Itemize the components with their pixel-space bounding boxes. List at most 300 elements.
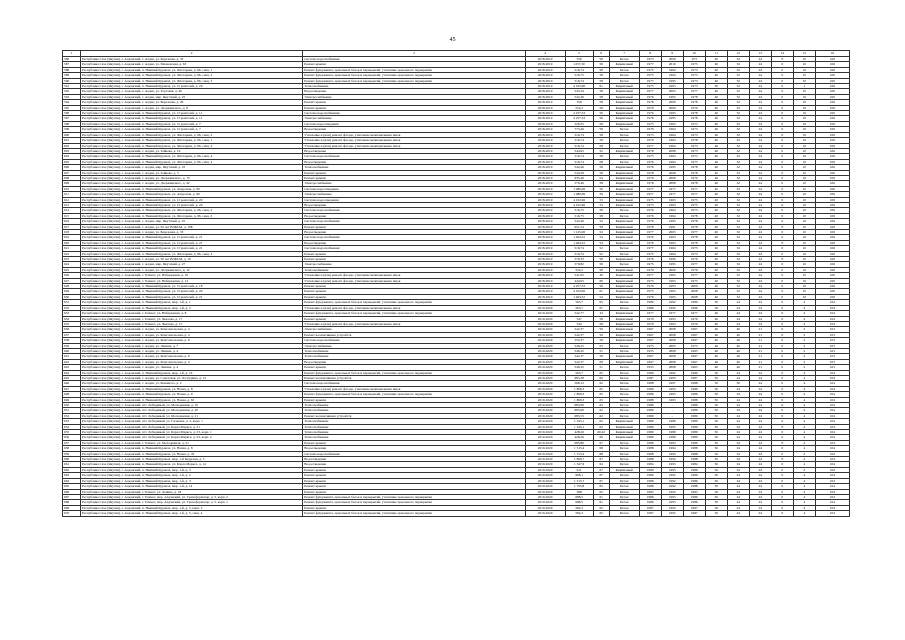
period-cell: 2018-2019 bbox=[525, 94, 565, 99]
area-cell: 543,34 bbox=[565, 89, 593, 94]
col-6-cell: 58 bbox=[593, 316, 609, 321]
area-cell: 1 345,1 bbox=[565, 424, 593, 429]
col-12-cell: 24 bbox=[727, 316, 749, 321]
year-commissioned-cell: 1989 bbox=[683, 435, 705, 440]
address-cell: Республика Саха (Якутия), г. Алданский, п. Нижний Куранах, ул. Строителей, д. 7 bbox=[81, 121, 303, 126]
col-14-cell: 0 bbox=[771, 165, 793, 170]
row-number-cell: 609 bbox=[63, 181, 81, 186]
year-built-cell: 1986 bbox=[639, 473, 661, 478]
col-16-cell: 104 bbox=[815, 446, 849, 451]
row-number-cell: 665 bbox=[63, 484, 81, 489]
year-renovated-cell: 2008 bbox=[661, 332, 683, 337]
col-13-cell: 24 bbox=[749, 440, 771, 445]
area-cell: 685,53 bbox=[565, 413, 593, 418]
period-cell: 2019-2020 bbox=[525, 300, 565, 305]
year-commissioned-cell: 1986 bbox=[683, 494, 705, 499]
period-cell: 2018-2019 bbox=[525, 132, 565, 137]
area-cell: 428,26 bbox=[565, 430, 593, 435]
year-renovated-cell: 1963 bbox=[661, 278, 683, 283]
address-cell: Республика Саха (Якутия), г. Алданский, п. Нижний Куранах, ул. Строителей, д. 20 bbox=[81, 289, 303, 294]
period-cell: 2019-2020 bbox=[525, 419, 565, 424]
col-13-cell: 24 bbox=[749, 370, 771, 375]
col-12-cell: 24 bbox=[727, 305, 749, 310]
address-cell: Республика Саха (Якутия), г. Алданский, г. Алдан, ул. Ленина, д. 7 bbox=[81, 343, 303, 348]
col-11-cell: 40 bbox=[705, 170, 727, 175]
year-built-cell: 1984 bbox=[639, 462, 661, 467]
col-11-cell: 40 bbox=[705, 278, 727, 283]
year-built-cell: 1988 bbox=[639, 381, 661, 386]
address-cell: Республика Саха (Якутия), г. Алданский, г. Томмот, ул. Ленина, д. 18 bbox=[81, 489, 303, 494]
year-commissioned-cell: 1973 bbox=[683, 154, 705, 159]
row-number-cell: 610 bbox=[63, 186, 81, 191]
year-commissioned-cell: 1973 bbox=[683, 159, 705, 164]
col-14-cell: 0 bbox=[771, 370, 793, 375]
year-commissioned-cell: 1989 bbox=[683, 419, 705, 424]
work-type-cell: Водоотведение bbox=[303, 159, 525, 164]
col-15-cell: 4 bbox=[793, 511, 815, 516]
area-cell: 542,77 bbox=[565, 311, 593, 316]
column-number-cell: 3 bbox=[303, 51, 525, 57]
year-built-cell: 1975 bbox=[639, 251, 661, 256]
col-11-cell: 40 bbox=[705, 154, 727, 159]
col-15-cell: 4 bbox=[793, 457, 815, 462]
address-cell: Республика Саха (Якутия), г. Алданский, п. Нижний Куранах, ул. Флотарева, д. 66, секц. 2 bbox=[81, 208, 303, 213]
wall-material-cell: Кирпичный bbox=[609, 257, 639, 262]
col-16-cell: 104 bbox=[815, 440, 849, 445]
col-15-cell: 4 bbox=[793, 397, 815, 402]
area-cell: 526,55 bbox=[565, 121, 593, 126]
col-15-cell: 4 bbox=[793, 505, 815, 510]
col-12-cell: 32 bbox=[727, 116, 749, 121]
col-11-cell: 50 bbox=[705, 505, 727, 510]
year-commissioned-cell: 1967 bbox=[683, 327, 705, 332]
col-13-cell: 24 bbox=[749, 116, 771, 121]
area-cell: 516,74 bbox=[565, 159, 593, 164]
col-11-cell: 50 bbox=[705, 500, 727, 505]
year-renovated-cell: 2008 bbox=[661, 170, 683, 175]
period-cell: 2018-2019 bbox=[525, 273, 565, 278]
wall-material-cell: Бетон bbox=[609, 127, 639, 132]
col-15-cell: 10 bbox=[793, 213, 815, 218]
year-renovated-cell: 1964 bbox=[661, 138, 683, 143]
row-number-cell: 621 bbox=[63, 246, 81, 251]
year-renovated-cell: 1991 bbox=[661, 224, 683, 229]
col-14-cell: 0 bbox=[771, 105, 793, 110]
col-11-cell: 40 bbox=[705, 111, 727, 116]
wall-material-cell: Бетон bbox=[609, 343, 639, 348]
area-cell: 516,74 bbox=[565, 143, 593, 148]
period-cell: 2018-2019 bbox=[525, 121, 565, 126]
year-renovated-cell: 1964 bbox=[661, 154, 683, 159]
year-built-cell: 1986 bbox=[639, 500, 661, 505]
col-6-cell: 65 bbox=[593, 386, 609, 391]
wall-material-cell: Бетон bbox=[609, 462, 639, 467]
period-cell: 2018-2019 bbox=[525, 127, 565, 132]
wall-material-cell: Кирпичный bbox=[609, 100, 639, 105]
address-cell: Республика Саха (Якутия), г. Алданский, п. Нижний Куранах, ул. Строителей, д. 18 bbox=[81, 284, 303, 289]
col-12-cell: 32 bbox=[727, 111, 749, 116]
col-15-cell: 2 bbox=[793, 354, 815, 359]
row-number-cell: 599 bbox=[63, 127, 81, 132]
col-12-cell: 32 bbox=[727, 165, 749, 170]
year-renovated-cell: 1993 bbox=[661, 424, 683, 429]
col-12-cell: 24 bbox=[727, 500, 749, 505]
row-number-cell: 642 bbox=[63, 359, 81, 364]
col-13-cell: 24 bbox=[749, 294, 771, 299]
year-commissioned-cell: 1973 bbox=[683, 84, 705, 89]
year-commissioned-cell: 1987 bbox=[683, 511, 705, 516]
col-6-cell: 59 bbox=[593, 327, 609, 332]
wall-material-cell: Бетон bbox=[609, 500, 639, 505]
area-cell: 1 347,9 bbox=[565, 462, 593, 467]
address-cell: Республика Саха (Якутия), г. Алданский, г. Алдан, ул. Торговая, д. 46 bbox=[81, 89, 303, 94]
col-14-cell: 0 bbox=[771, 489, 793, 494]
col-6-cell: 58 bbox=[593, 159, 609, 164]
col-12-cell: 32 bbox=[727, 100, 749, 105]
col-14-cell: 0 bbox=[771, 462, 793, 467]
col-11-cell: 40 bbox=[705, 197, 727, 202]
row-number-cell: 640 bbox=[63, 348, 81, 353]
period-cell: 2019-2020 bbox=[525, 473, 565, 478]
col-15-cell: 10 bbox=[793, 219, 815, 224]
area-cell: 546,32 bbox=[565, 348, 593, 353]
address-cell: Республика Саха (Якутия), г. Алданский, п. Нижний Куранах, мкр. 1-й Бедрская, д. 5 bbox=[81, 457, 303, 462]
col-14-cell: 0 bbox=[771, 143, 793, 148]
col-16-cell: 104 bbox=[815, 370, 849, 375]
area-cell: 444,05 bbox=[565, 278, 593, 283]
work-type-cell: Ремонт фундамента, цокольных балок и перекрытий, утепление цокольного перекрытия bbox=[303, 311, 525, 316]
address-cell: Республика Саха (Якутия), г. Алданский, п. Нижний Куранах, ул. Амурская, д. 99 bbox=[81, 192, 303, 197]
address-cell: Республика Саха (Якутия), г. Алданский, п. Нижний Куранах, ул. Строителей, д. 21 bbox=[81, 235, 303, 240]
col-6-cell: 61 bbox=[593, 500, 609, 505]
col-12-cell: 32 bbox=[727, 186, 749, 191]
year-renovated-cell: 1995 bbox=[661, 116, 683, 121]
col-12-cell: 32 bbox=[727, 89, 749, 94]
year-built-cell: 1989 bbox=[639, 435, 661, 440]
col-16-cell: 106 bbox=[815, 121, 849, 126]
work-type-cell: Ремонт крыши bbox=[303, 62, 525, 67]
col-6-cell: 54 bbox=[593, 235, 609, 240]
col-15-cell: 10 bbox=[793, 127, 815, 132]
wall-material-cell: Бетон bbox=[609, 397, 639, 402]
col-11-cell: 40 bbox=[705, 289, 727, 294]
work-type-cell: Ремонт фундамента, цокольных балок и перекрытий, утепление цокольного перекрытия bbox=[303, 500, 525, 505]
year-built-cell: 1976 bbox=[639, 294, 661, 299]
row-number-cell: 651 bbox=[63, 408, 81, 413]
year-commissioned-cell: 1986 bbox=[683, 500, 705, 505]
column-number-cell: 15 bbox=[793, 51, 815, 57]
col-14-cell: 0 bbox=[771, 121, 793, 126]
work-type-cell: Ремонт фундамента, цокольных балок и перекрытий, утепление цокольного перекрытия bbox=[303, 73, 525, 78]
col-14-cell: 0 bbox=[771, 132, 793, 137]
year-built-cell: 1977 bbox=[639, 78, 661, 83]
area-cell: 558 bbox=[565, 100, 593, 105]
work-type-cell: Водоотведение bbox=[303, 446, 525, 451]
col-13-cell: 24 bbox=[749, 430, 771, 435]
row-number-cell: 670 bbox=[63, 511, 81, 516]
col-13-cell: 24 bbox=[749, 505, 771, 510]
period-cell: 2018-2019 bbox=[525, 262, 565, 267]
col-14-cell: 0 bbox=[771, 375, 793, 380]
col-15-cell: 10 bbox=[793, 192, 815, 197]
work-type-cell: Утепление и (или) ремонт фасада, утепление межпанельных швов bbox=[303, 278, 525, 283]
year-built-cell: 1975 bbox=[639, 67, 661, 72]
year-renovated-cell: 1993 bbox=[661, 494, 683, 499]
col-16-cell: 106 bbox=[815, 73, 849, 78]
year-commissioned-cell: 1977 bbox=[683, 273, 705, 278]
row-number-cell: 598 bbox=[63, 121, 81, 126]
col-11-cell: 40 bbox=[705, 332, 727, 337]
col-12-cell: 40 bbox=[727, 348, 749, 353]
year-built-cell: 1967 bbox=[639, 359, 661, 364]
col-13-cell: 24 bbox=[749, 170, 771, 175]
address-cell: Республика Саха (Якутия), г. Алданский, п. Нижний Куранах, ул. Новая, д. 76 bbox=[81, 451, 303, 456]
year-commissioned-cell: 1984 bbox=[683, 462, 705, 467]
col-13-cell: 24 bbox=[749, 121, 771, 126]
year-renovated-cell: 1989 bbox=[661, 430, 683, 435]
year-renovated-cell: 2009 bbox=[661, 175, 683, 180]
year-renovated-cell: 1995 bbox=[661, 511, 683, 516]
column-number-cell: 4 bbox=[525, 51, 565, 57]
year-built-cell: 1975 bbox=[639, 132, 661, 137]
col-13-cell: 24 bbox=[749, 111, 771, 116]
col-11-cell: 40 bbox=[705, 159, 727, 164]
wall-material-cell: Кирпичный bbox=[609, 165, 639, 170]
col-11-cell: 50 bbox=[705, 489, 727, 494]
col-13-cell: 24 bbox=[749, 230, 771, 235]
wall-material-cell: Кирпичный bbox=[609, 105, 639, 110]
col-6-cell: 60,22 bbox=[593, 430, 609, 435]
col-6-cell: 58 bbox=[593, 62, 609, 67]
year-renovated-cell: 2008 bbox=[661, 181, 683, 186]
year-built-cell: 1975 bbox=[639, 343, 661, 348]
year-built-cell: 1967 bbox=[639, 354, 661, 359]
col-16-cell: 106 bbox=[815, 170, 849, 175]
col-16-cell: 103 bbox=[815, 354, 849, 359]
area-cell: 1 808,3 bbox=[565, 386, 593, 391]
col-11-cell: 40 bbox=[705, 262, 727, 267]
col-12-cell: 32 bbox=[727, 94, 749, 99]
row-number-cell: 636 bbox=[63, 327, 81, 332]
col-13-cell: 24 bbox=[749, 57, 771, 62]
col-16-cell: 106 bbox=[815, 240, 849, 245]
col-6-cell: 58 bbox=[593, 170, 609, 175]
year-built-cell: 1975 bbox=[639, 202, 661, 207]
address-cell: Республика Саха (Якутия), г. Алданский, пгт. Лебединый, ул. Молодежная, д. 21 bbox=[81, 413, 303, 418]
address-cell: Республика Саха (Якутия), г. Алданский, г. Алдан, ул. Ленина, д. 4 bbox=[81, 348, 303, 353]
work-type-cell: Водоотведение bbox=[303, 89, 525, 94]
row-number-cell: 591 bbox=[63, 84, 81, 89]
year-built-cell: 1989 bbox=[639, 424, 661, 429]
wall-material-cell: Кирпичный bbox=[609, 148, 639, 153]
year-renovated-cell: 1989 bbox=[661, 435, 683, 440]
row-number-cell: 614 bbox=[63, 208, 81, 213]
year-renovated-cell: 2003 bbox=[661, 89, 683, 94]
year-commissioned-cell: 1978 bbox=[683, 181, 705, 186]
year-renovated-cell: 1977 bbox=[661, 192, 683, 197]
row-number-cell: 632 bbox=[63, 305, 81, 310]
col-16-cell: 104 bbox=[815, 300, 849, 305]
col-6-cell: 58 bbox=[593, 181, 609, 186]
work-type-cell: Ремонт коллективных устройств bbox=[303, 375, 525, 380]
year-renovated-cell: 1992 bbox=[661, 370, 683, 375]
col-12-cell: 24 bbox=[727, 386, 749, 391]
work-type-cell: Электроснабжение bbox=[303, 192, 525, 197]
col-14-cell: 0 bbox=[771, 386, 793, 391]
col-16-cell: 104 bbox=[815, 451, 849, 456]
col-12-cell: 32 bbox=[727, 240, 749, 245]
year-commissioned-cell: 1986 bbox=[683, 473, 705, 478]
wall-material-cell: Бетон bbox=[609, 413, 639, 418]
work-type-cell: Водоотведение bbox=[303, 127, 525, 132]
area-cell: 582,2 bbox=[565, 511, 593, 516]
row-number-cell: 654 bbox=[63, 424, 81, 429]
work-type-cell: Система водоснабжения bbox=[303, 381, 525, 386]
year-built-cell: 1976 bbox=[639, 127, 661, 132]
address-cell: Республика Саха (Якутия), г. Алданский, п. Нижний Куранах, ул. Строителей, д. 21 bbox=[81, 240, 303, 245]
col-11-cell: 50 bbox=[705, 408, 727, 413]
year-commissioned-cell: 1986 bbox=[683, 386, 705, 391]
col-16-cell: 106 bbox=[815, 278, 849, 283]
col-15-cell: 2 bbox=[793, 332, 815, 337]
address-cell: Республика Саха (Якутия), г. Алданский, п. Нижний Куранах, мкр. 1-й, д. 3 bbox=[81, 467, 303, 472]
col-14-cell: 0 bbox=[771, 111, 793, 116]
year-commissioned-cell: 1978 bbox=[683, 138, 705, 143]
address-cell: Республика Саха (Якутия), г. Алданский, пгт. Лебединый, ул. Карла Маркса, д. 23, корп. 1 bbox=[81, 430, 303, 435]
area-cell: 516,74 bbox=[565, 67, 593, 72]
row-number-cell: 589 bbox=[63, 73, 81, 78]
address-cell: Республика Саха (Якутия), г. Алданский, п. Нижний Куранах, ул. Флотарева, д. 66, секц. 3 bbox=[81, 132, 303, 137]
col-12-cell: 32 bbox=[727, 230, 749, 235]
col-11-cell: 40 bbox=[705, 251, 727, 256]
col-14-cell: 0 bbox=[771, 246, 793, 251]
col-6-cell: 62 bbox=[593, 419, 609, 424]
area-cell: 552,2 bbox=[565, 105, 593, 110]
period-cell: 2019-2020 bbox=[525, 327, 565, 332]
row-number-cell: 602 bbox=[63, 143, 81, 148]
area-cell: 544,58 bbox=[565, 170, 593, 175]
row-number-cell: 664 bbox=[63, 478, 81, 483]
col-14-cell: 0 bbox=[771, 181, 793, 186]
area-cell: 542,46 bbox=[565, 165, 593, 170]
year-commissioned-cell: 1986 bbox=[683, 440, 705, 445]
year-renovated-cell: 1993 bbox=[661, 386, 683, 391]
year-commissioned-cell: 1979 bbox=[683, 267, 705, 272]
work-type-cell: Ремонт крыши bbox=[303, 284, 525, 289]
col-13-cell: 24 bbox=[749, 457, 771, 462]
year-built-cell: 1978 bbox=[639, 224, 661, 229]
address-cell: Республика Саха (Якутия), г. Алданский, п. Нижний Куранах, ул. Флотарева, д. 66, секц. 4 bbox=[81, 154, 303, 159]
col-6-cell: 59 bbox=[593, 192, 609, 197]
wall-material-cell: Кирпичный bbox=[609, 202, 639, 207]
year-commissioned-cell: 1988 bbox=[683, 397, 705, 402]
col-11-cell: 50 bbox=[705, 419, 727, 424]
period-cell: 2019-2020 bbox=[525, 321, 565, 326]
wall-material-cell: Кирпичный bbox=[609, 467, 639, 472]
col-14-cell: 0 bbox=[771, 251, 793, 256]
year-renovated-cell: 2000 bbox=[661, 267, 683, 272]
period-cell: 2019-2020 bbox=[525, 478, 565, 483]
year-commissioned-cell: 1979 bbox=[683, 316, 705, 321]
wall-material-cell: Бетон bbox=[609, 300, 639, 305]
col-13-cell: 21 bbox=[749, 354, 771, 359]
row-number-cell: 587 bbox=[63, 62, 81, 67]
year-commissioned-cell: 1973 bbox=[683, 78, 705, 83]
period-cell: 2018-2019 bbox=[525, 154, 565, 159]
col-16-cell: 106 bbox=[815, 197, 849, 202]
address-cell: Республика Саха (Якутия), г. Алданский, п. Нижний Куранах, ул. Флотарева, д. 66, секц. 3 bbox=[81, 78, 303, 83]
col-15-cell: 4 bbox=[793, 446, 815, 451]
col-11-cell: 50 bbox=[705, 473, 727, 478]
column-number-cell: 2 bbox=[81, 51, 303, 57]
col-13-cell: 24 bbox=[749, 278, 771, 283]
year-built-cell: 1986 bbox=[639, 494, 661, 499]
col-13-cell: 24 bbox=[749, 257, 771, 262]
year-built-cell: 1978 bbox=[639, 100, 661, 105]
col-12-cell: 40 bbox=[727, 343, 749, 348]
period-cell: 2019-2020 bbox=[525, 484, 565, 489]
col-6-cell: 52 bbox=[593, 230, 609, 235]
col-13-cell: 24 bbox=[749, 246, 771, 251]
col-6-cell: 65 bbox=[593, 300, 609, 305]
col-16-cell: 106 bbox=[815, 132, 849, 137]
period-cell: 2019-2020 bbox=[525, 386, 565, 391]
area-cell: 908,1 bbox=[565, 473, 593, 478]
area-cell: 685,86 bbox=[565, 440, 593, 445]
year-built-cell: 1988 bbox=[639, 451, 661, 456]
col-13-cell: 24 bbox=[749, 462, 771, 467]
address-cell: Республика Саха (Якутия), г. Алданский, пгт. Лебединый, ул. Карла Маркса, д. 23, корп. 2 bbox=[81, 435, 303, 440]
wall-material-cell: Кирпичный bbox=[609, 219, 639, 224]
year-built-cell: 1977 bbox=[639, 89, 661, 94]
col-15-cell: 10 bbox=[793, 240, 815, 245]
col-15-cell: 10 bbox=[793, 62, 815, 67]
col-12-cell: 32 bbox=[727, 192, 749, 197]
col-13-cell: 24 bbox=[749, 224, 771, 229]
col-15-cell: 10 bbox=[793, 100, 815, 105]
year-renovated-cell: 2003 bbox=[661, 230, 683, 235]
work-type-cell: Утепление и (или) ремонт фасада, утепление межпанельных швов bbox=[303, 386, 525, 391]
col-6-cell: 58 bbox=[593, 143, 609, 148]
col-11-cell: 50 bbox=[705, 435, 727, 440]
wall-material-cell: Кирпичный bbox=[609, 235, 639, 240]
period-cell: 2018-2019 bbox=[525, 289, 565, 294]
column-number-cell: 10 bbox=[683, 51, 705, 57]
year-built-cell: 1989 bbox=[639, 467, 661, 472]
address-cell: Республика Саха (Якутия), г. Алданский, п. Нижний Куранах, ул. Новая, д. 8 bbox=[81, 386, 303, 391]
year-built-cell: 1976 bbox=[639, 165, 661, 170]
year-commissioned-cell: 1973 bbox=[683, 132, 705, 137]
column-number-cell: 8 bbox=[639, 51, 661, 57]
row-number-cell: 600 bbox=[63, 132, 81, 137]
col-14-cell: 0 bbox=[771, 424, 793, 429]
col-12-cell: 32 bbox=[727, 262, 749, 267]
col-14-cell: 0 bbox=[771, 392, 793, 397]
col-15-cell: 10 bbox=[793, 105, 815, 110]
year-renovated-cell: 2008 bbox=[661, 327, 683, 332]
period-cell: 2018-2019 bbox=[525, 111, 565, 116]
year-built-cell: 1977 bbox=[639, 230, 661, 235]
col-14-cell: 0 bbox=[771, 224, 793, 229]
wall-material-cell: Бетон bbox=[609, 370, 639, 375]
row-number-cell: 616 bbox=[63, 219, 81, 224]
col-11-cell: 50 bbox=[705, 484, 727, 489]
period-cell: 2019-2020 bbox=[525, 424, 565, 429]
col-6-cell: 59 bbox=[593, 332, 609, 337]
year-built-cell: 1976 bbox=[639, 235, 661, 240]
address-cell: Республика Саха (Якутия), г. Алданский, пгт. Лебединый, ул. Гагарина, д. 2, корп. 1 bbox=[81, 419, 303, 424]
year-renovated-cell: 1965 bbox=[661, 273, 683, 278]
